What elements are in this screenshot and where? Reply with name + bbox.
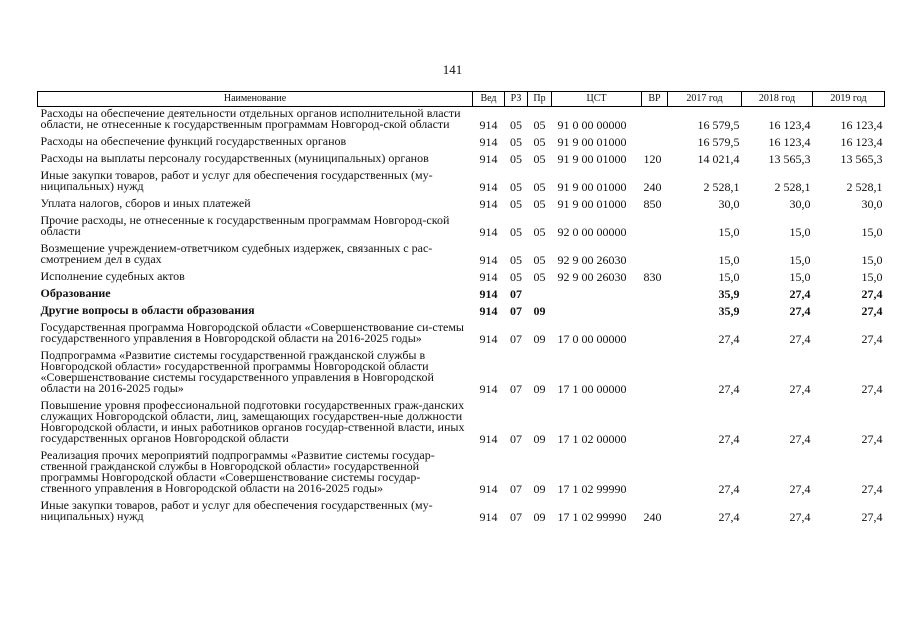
row-name: Иные закупки товаров, работ и услуг для обеспечения государственных (му-ниципальных) нужд	[40, 498, 433, 523]
table-row	[38, 107, 885, 132]
row-pr: 09	[533, 482, 546, 496]
row-cst: 17 1 02 00000	[557, 432, 627, 446]
row-rz: 07	[510, 482, 522, 496]
row-2018: 15,0	[789, 270, 811, 284]
row-2019: 16 123,4	[840, 135, 883, 149]
table-row	[38, 445, 885, 495]
row-2017: 16 579,5	[697, 118, 740, 132]
table-row	[38, 165, 885, 193]
row-vr: 850	[643, 197, 662, 211]
row-vr: 240	[643, 180, 662, 194]
table-row	[38, 266, 885, 283]
row-pr: 05	[533, 253, 546, 267]
row-name: Другие вопросы в области образования	[40, 303, 255, 317]
header-2019: 2019 год	[813, 92, 885, 107]
row-rz: 05	[510, 253, 522, 267]
row-pr: 09	[533, 332, 546, 346]
row-2017: 27,4	[718, 482, 740, 496]
row-ved: 914	[479, 118, 498, 132]
row-cst: 17 1 02 99990	[557, 510, 627, 524]
row-name: Прочие расходы, не отнесенные к государственным программам Новгород-ской области	[40, 213, 450, 238]
table-row	[38, 395, 885, 445]
row-rz: 05	[510, 118, 522, 132]
row-rz: 05	[510, 197, 522, 211]
row-cst	[552, 300, 642, 317]
row-ved: 914	[479, 180, 498, 194]
row-rz: 05	[510, 135, 522, 149]
table-row	[38, 148, 885, 165]
row-rz: 07	[510, 382, 522, 396]
row-ved: 914	[479, 332, 498, 346]
row-pr: 09	[533, 432, 546, 446]
row-2018: 27,4	[789, 287, 811, 301]
row-ved: 914	[479, 197, 498, 211]
row-ved: 914	[479, 304, 498, 318]
row-2017: 2 528,1	[703, 180, 740, 194]
header-2018: 2018 год	[742, 92, 813, 107]
table-header-row	[38, 92, 885, 107]
row-2019: 27,4	[861, 510, 883, 524]
row-cst: 92 0 00 00000	[557, 225, 627, 239]
row-name: Повышение уровня профессиональной подготовки государственных граж-данских служащих Новгородской области, лиц, замещающих государствен-ные должности Новгородской области, и иных работников органов государ-ственной власти, иных государственных органов Новгородской области	[40, 398, 465, 445]
header-name: Наименование	[38, 92, 473, 107]
row-2017: 15,0	[718, 253, 740, 267]
row-2018: 27,4	[789, 382, 811, 396]
row-2018: 16 123,4	[768, 118, 811, 132]
budget-table	[37, 91, 885, 523]
row-rz: 05	[510, 152, 522, 166]
row-2017: 27,4	[718, 510, 740, 524]
row-2017: 27,4	[718, 432, 740, 446]
row-ved: 914	[479, 253, 498, 267]
row-pr: 09	[533, 382, 546, 396]
row-cst: 17 1 02 99990	[557, 482, 627, 496]
row-cst	[552, 283, 642, 300]
row-2018: 27,4	[789, 510, 811, 524]
row-pr: 05	[533, 118, 546, 132]
row-ved: 914	[479, 287, 498, 301]
row-pr	[528, 283, 552, 300]
row-cst: 17 1 00 00000	[557, 382, 627, 396]
row-vr: 120	[643, 152, 662, 166]
row-2019: 27,4	[861, 304, 883, 318]
row-ved: 914	[479, 382, 498, 396]
row-2019: 15,0	[861, 253, 883, 267]
row-vr	[642, 238, 668, 266]
row-2019: 27,4	[861, 482, 883, 496]
row-vr	[642, 300, 668, 317]
row-2017: 27,4	[718, 382, 740, 396]
row-vr	[642, 395, 668, 445]
row-2019: 27,4	[861, 332, 883, 346]
row-2018: 27,4	[789, 304, 811, 318]
row-cst: 92 9 00 26030	[557, 270, 627, 284]
row-2017: 30,0	[718, 197, 740, 211]
table-row	[38, 317, 885, 345]
row-2017: 35,9	[718, 287, 740, 301]
header-pr: Пр	[528, 92, 552, 107]
row-ved: 914	[479, 432, 498, 446]
page-number: 141	[442, 62, 463, 77]
row-cst: 91 9 00 01000	[557, 135, 627, 149]
row-2018: 13 565,3	[768, 152, 811, 166]
row-cst: 91 0 00 00000	[557, 118, 627, 132]
row-cst: 17 0 00 00000	[557, 332, 627, 346]
row-2019: 15,0	[861, 270, 883, 284]
row-pr: 05	[533, 180, 546, 194]
row-2019: 27,4	[861, 382, 883, 396]
row-pr: 05	[533, 152, 546, 166]
row-rz: 07	[510, 432, 522, 446]
row-ved: 914	[479, 225, 498, 239]
row-name: Образование	[40, 286, 111, 300]
row-2018: 27,4	[789, 332, 811, 346]
row-rz: 07	[510, 510, 522, 524]
row-name: Расходы на обеспечение функций государственных органов	[40, 134, 347, 148]
row-name: Исполнение судебных актов	[40, 269, 185, 283]
row-2017: 35,9	[718, 304, 740, 318]
row-2019: 27,4	[861, 432, 883, 446]
row-2019: 13 565,3	[840, 152, 883, 166]
row-vr	[642, 131, 668, 148]
row-name: Государственная программа Новгородской области «Совершенствование си-стемы государственного управления в Новгородской области на 2016-2025 годы»	[40, 320, 464, 345]
header-2017: 2017 год	[668, 92, 742, 107]
row-2018: 27,4	[789, 482, 811, 496]
row-pr: 09	[533, 510, 546, 524]
row-ved: 914	[479, 152, 498, 166]
row-cst: 92 9 00 26030	[557, 253, 627, 267]
row-rz: 05	[510, 180, 522, 194]
row-ved: 914	[479, 510, 498, 524]
row-vr	[642, 210, 668, 238]
row-2018: 15,0	[789, 253, 811, 267]
row-vr	[642, 283, 668, 300]
row-2017: 16 579,5	[697, 135, 740, 149]
row-pr: 05	[533, 135, 546, 149]
row-2018: 2 528,1	[774, 180, 811, 194]
table-row	[38, 193, 885, 210]
row-rz: 05	[510, 270, 522, 284]
row-2018: 15,0	[789, 225, 811, 239]
row-name: Уплата налогов, сборов и иных платежей	[40, 196, 251, 210]
row-pr: 09	[533, 304, 546, 318]
row-name: Иные закупки товаров, работ и услуг для обеспечения государственных (му-ниципальных) нужд	[40, 168, 433, 193]
row-2018: 30,0	[789, 197, 811, 211]
row-name: Возмещение учреждением-ответчиком судебных издержек, связанных с рас-смотрением дел в судах	[40, 241, 433, 266]
row-2019: 16 123,4	[840, 118, 883, 132]
row-2017: 14 021,4	[697, 152, 740, 166]
header-rz: РЗ	[505, 92, 528, 107]
row-rz: 05	[510, 225, 522, 239]
row-vr	[642, 317, 668, 345]
row-cst: 91 9 00 01000	[557, 180, 627, 194]
row-name: Реализация прочих мероприятий подпрограммы «Развитие системы государ-ственной гражданской службы в Новгородской области» государственной программы Новгородской области «Совершенствование системы государ-ственного управления в Новгородской области на 2016-2025 годы»	[40, 448, 435, 495]
table-row	[38, 345, 885, 395]
row-vr	[642, 445, 668, 495]
table-row	[38, 283, 885, 300]
row-vr	[642, 345, 668, 395]
table-row	[38, 495, 885, 523]
row-name: Расходы на выплаты персоналу государственных (муниципальных) органов	[40, 151, 429, 165]
header-vr: ВР	[642, 92, 668, 107]
row-name: Расходы на обеспечение деятельности отдельных органов исполнительной власти области, не отнесенные к государственным программам Новгород-ской области	[40, 106, 461, 131]
row-ved: 914	[479, 135, 498, 149]
header-cst: ЦСТ	[552, 92, 642, 107]
row-vr	[642, 107, 668, 132]
row-2019: 15,0	[861, 225, 883, 239]
table-row	[38, 210, 885, 238]
row-ved: 914	[479, 270, 498, 284]
row-rz: 07	[510, 332, 522, 346]
table-row	[38, 131, 885, 148]
row-rz: 07	[510, 287, 522, 301]
row-2017: 15,0	[718, 225, 740, 239]
row-ved: 914	[479, 482, 498, 496]
row-2019: 30,0	[861, 197, 883, 211]
row-2018: 16 123,4	[768, 135, 811, 149]
header-ved: Вед	[473, 92, 505, 107]
table-row	[38, 238, 885, 266]
row-vr: 830	[643, 270, 662, 284]
row-2019: 2 528,1	[846, 180, 883, 194]
row-pr: 05	[533, 197, 546, 211]
row-vr: 240	[643, 510, 662, 524]
row-2017: 27,4	[718, 332, 740, 346]
row-2018: 27,4	[789, 432, 811, 446]
row-pr: 05	[533, 225, 546, 239]
row-name: Подпрограмма «Развитие системы государственной гражданской службы в Новгородской области» государственной программы Новгородской области «Совершенствование системы государственного управления в Новгородской области на 2016-2025 годы»	[40, 348, 434, 395]
table-row	[38, 300, 885, 317]
row-cst: 91 9 00 01000	[557, 197, 627, 211]
row-rz: 07	[510, 304, 522, 318]
row-2019: 27,4	[861, 287, 883, 301]
row-cst: 91 9 00 01000	[557, 152, 627, 166]
row-pr: 05	[533, 270, 546, 284]
row-2017: 15,0	[718, 270, 740, 284]
